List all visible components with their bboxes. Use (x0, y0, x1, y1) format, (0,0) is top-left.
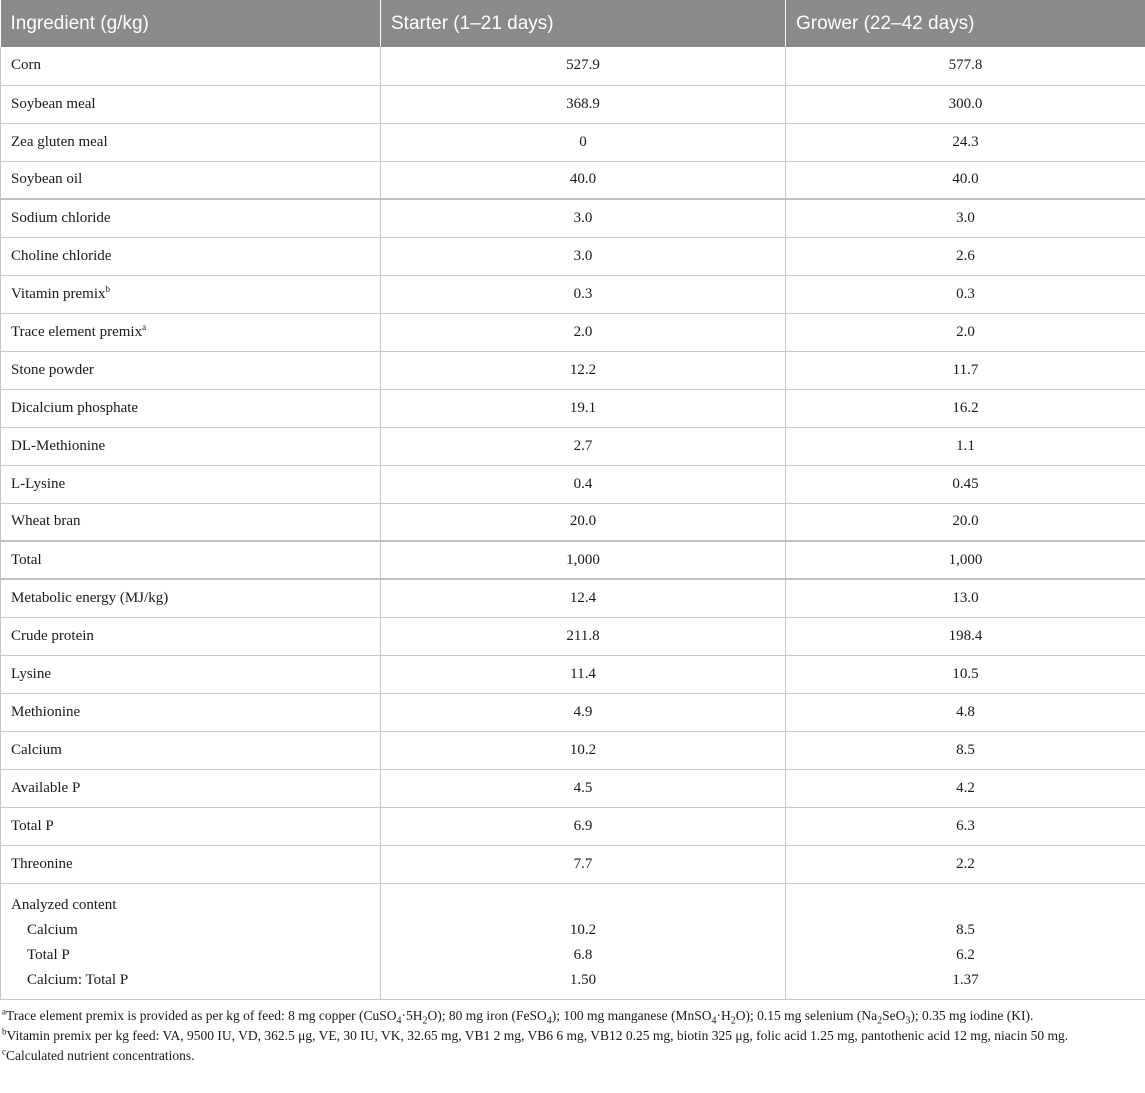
subscript: 4 (711, 1015, 717, 1027)
subscript: 2 (730, 1015, 736, 1027)
ingredient-label: Dicalcium phosphate (11, 399, 139, 416)
footnote-mark: a (2, 1006, 6, 1016)
ingredient-cell (1, 427, 381, 465)
ingredient-cell (1, 123, 381, 161)
ingredient-cell (1, 503, 381, 541)
footnote-text: Vitamin premix per kg feed: VA, 9500 IU, VD, 362.5 μg, VE, 30 IU, VK, 32.65 mg, VB1 2 mg, VB6 6 mg, VB12 0.25 mg, biotin 325 μg, folic acid 1.25 mg, pantothenic acid 12 mg, niacin 50 mg. (6, 1027, 1069, 1043)
header-starter: Starter (1–21 days) (381, 0, 786, 47)
table-row (1, 313, 1145, 351)
subscript: 2 (422, 1015, 428, 1027)
table-row (1, 47, 1145, 85)
ingredient-cell (1, 85, 381, 123)
header-ingredient: Ingredient (g/kg) (1, 0, 381, 47)
footnote-text: ); 0.35 mg iodine (KI). (910, 1007, 1034, 1023)
ingredient-cell (1, 769, 381, 807)
ingredient-label: L-Lysine (11, 475, 66, 492)
ingredient-label: Choline chloride (11, 247, 112, 264)
ingredient-cell (1, 731, 381, 769)
grower-value: 6.3 (786, 807, 1145, 845)
ingredient-label: Stone powder (11, 361, 94, 378)
analyzed-grower-value: 1.37 (952, 971, 979, 988)
table-row (1, 199, 1145, 237)
grower-value: 2.0 (786, 313, 1145, 351)
grower-value: 0.45 (786, 465, 1145, 503)
grower-value: 300.0 (786, 85, 1145, 123)
ingredient-cell (1, 693, 381, 731)
grower-value: 198.4 (786, 617, 1145, 655)
grower-value: 577.8 (786, 47, 1145, 85)
ingredient-cell (1, 351, 381, 389)
grower-value: 1.1 (786, 427, 1145, 465)
footnote-text: O); 80 mg iron (FeSO (427, 1007, 547, 1023)
table-row-analyzed (1, 883, 1145, 999)
grower-value: 13.0 (786, 579, 1145, 617)
table-row (1, 579, 1145, 617)
ingredient-label: DL-Methionine (11, 437, 106, 454)
grower-value: 2.2 (786, 845, 1145, 883)
ingredient-cell (1, 655, 381, 693)
ingredient-label: Threonine (11, 855, 73, 872)
starter-value: 12.4 (381, 579, 786, 617)
starter-value: 6.9 (381, 807, 786, 845)
footnotes (0, 1000, 1145, 1066)
analyzed-item-label: Calcium: Total P (27, 971, 129, 988)
table-row (1, 617, 1145, 655)
ingredient-cell (1, 465, 381, 503)
analyzed-label-cell (1, 883, 381, 999)
header-grower: Grower (22–42 days) (786, 0, 1145, 47)
footnote-text: ·H (716, 1007, 731, 1023)
table-row (1, 807, 1145, 845)
ingredient-cell (1, 237, 381, 275)
grower-value: 8.5 (786, 731, 1145, 769)
footnote-text: Calculated nutrient concentrations. (6, 1047, 195, 1063)
starter-value: 40.0 (381, 161, 786, 199)
table-row (1, 769, 1145, 807)
ingredient-label: Total P (11, 817, 54, 834)
table-row (1, 161, 1145, 199)
ingredient-label: Metabolic energy (MJ/kg) (11, 589, 169, 606)
ingredient-label: Available P (11, 779, 81, 796)
table-row (1, 275, 1145, 313)
grower-value: 16.2 (786, 389, 1145, 427)
grower-value: 11.7 (786, 351, 1145, 389)
starter-value: 19.1 (381, 389, 786, 427)
ingredient-label: Methionine (11, 703, 81, 720)
table-row (1, 693, 1145, 731)
grower-value: 0.3 (786, 275, 1145, 313)
ingredient-label: Crude protein (11, 627, 94, 644)
grower-value: 3.0 (786, 199, 1145, 237)
ingredient-label: Lysine (11, 665, 51, 682)
ingredient-label: Sodium chloride (11, 209, 111, 226)
footnote-text: ); 100 mg manganese (MnSO (551, 1007, 712, 1023)
table-row (1, 237, 1145, 275)
analyzed-starter-value: 10.2 (569, 921, 597, 938)
grower-value: 40.0 (786, 161, 1145, 199)
starter-value: 4.9 (381, 693, 786, 731)
analyzed-starter-cell (381, 883, 786, 999)
footnote-mark: c (2, 1046, 6, 1056)
ingredient-cell (1, 389, 381, 427)
table-row (1, 389, 1145, 427)
table-row (1, 351, 1145, 389)
footnote-text: Trace element premix is provided as per kg of feed: 8 mg copper (CuSO (6, 1007, 397, 1023)
ingredient-cell (1, 275, 381, 313)
starter-value: 0 (381, 123, 786, 161)
starter-value: 2.0 (381, 313, 786, 351)
starter-value: 1,000 (381, 541, 786, 579)
ingredient-label: Soybean meal (11, 95, 96, 112)
grower-value: 4.8 (786, 693, 1145, 731)
starter-value: 211.8 (381, 617, 786, 655)
footnote-a (2, 1006, 1143, 1026)
grower-value: 1,000 (786, 541, 1145, 579)
starter-value: 3.0 (381, 199, 786, 237)
starter-value: 368.9 (381, 85, 786, 123)
starter-value: 12.2 (381, 351, 786, 389)
starter-value: 7.7 (381, 845, 786, 883)
footnote-ref: b (105, 283, 110, 294)
subscript: 2 (877, 1015, 883, 1027)
analyzed-heading: Analyzed content (11, 896, 117, 913)
ingredient-cell (1, 199, 381, 237)
footnote-text: SeO (882, 1007, 906, 1023)
table-row (1, 123, 1145, 161)
subscript: 4 (546, 1015, 552, 1027)
analyzed-grower-cell (786, 883, 1145, 999)
starter-value: 0.3 (381, 275, 786, 313)
grower-value: 4.2 (786, 769, 1145, 807)
starter-value: 10.2 (381, 731, 786, 769)
ingredient-label: Corn (11, 57, 41, 74)
subscript: 4 (396, 1015, 402, 1027)
table-row (1, 427, 1145, 465)
ingredient-label: Trace element premix (11, 323, 143, 340)
footnote-text: O); 0.15 mg selenium (Na (735, 1007, 878, 1023)
table-row (1, 503, 1145, 541)
analyzed-item-label: Calcium (27, 921, 78, 938)
footnote-b (2, 1026, 1143, 1046)
starter-value: 0.4 (381, 465, 786, 503)
grower-value: 24.3 (786, 123, 1145, 161)
starter-value: 2.7 (381, 427, 786, 465)
footnote-text: ·5H (401, 1007, 423, 1023)
table-row (1, 731, 1145, 769)
analyzed-starter-value: 1.50 (569, 971, 597, 988)
grower-value: 20.0 (786, 503, 1145, 541)
analyzed-grower-value: 8.5 (956, 921, 975, 938)
ingredient-label: Zea gluten meal (11, 133, 108, 150)
table-header-row (1, 0, 1145, 47)
table-row (1, 655, 1145, 693)
footnote-c (2, 1046, 1143, 1066)
footnote-mark: b (2, 1026, 7, 1036)
ingredient-cell (1, 579, 381, 617)
table-row (1, 465, 1145, 503)
ingredient-label: Total (11, 551, 42, 568)
ingredient-label: Wheat bran (11, 513, 81, 530)
starter-value: 11.4 (381, 655, 786, 693)
starter-value: 20.0 (381, 503, 786, 541)
analyzed-item-label: Total P (27, 946, 70, 963)
table-row (1, 845, 1145, 883)
ingredient-cell (1, 845, 381, 883)
ingredient-label: Calcium (11, 741, 62, 758)
analyzed-starter-value: 6.8 (573, 946, 593, 963)
grower-value: 2.6 (786, 237, 1145, 275)
starter-value: 4.5 (381, 769, 786, 807)
footnote-ref: a (142, 321, 147, 332)
table-row (1, 541, 1145, 579)
ingredient-cell (1, 313, 381, 351)
starter-value: 527.9 (381, 47, 786, 85)
ingredient-cell (1, 807, 381, 845)
ingredient-cell (1, 617, 381, 655)
subscript: 3 (905, 1015, 911, 1027)
ingredient-cell (1, 541, 381, 579)
grower-value: 10.5 (786, 655, 1145, 693)
ingredient-cell (1, 47, 381, 85)
ingredient-cell (1, 161, 381, 199)
ingredient-label: Vitamin premix (11, 285, 106, 302)
table-row (1, 85, 1145, 123)
table-body (1, 47, 1145, 999)
ingredient-label: Soybean oil (11, 171, 83, 188)
analyzed-grower-value: 6.2 (956, 946, 975, 963)
starter-value: 3.0 (381, 237, 786, 275)
